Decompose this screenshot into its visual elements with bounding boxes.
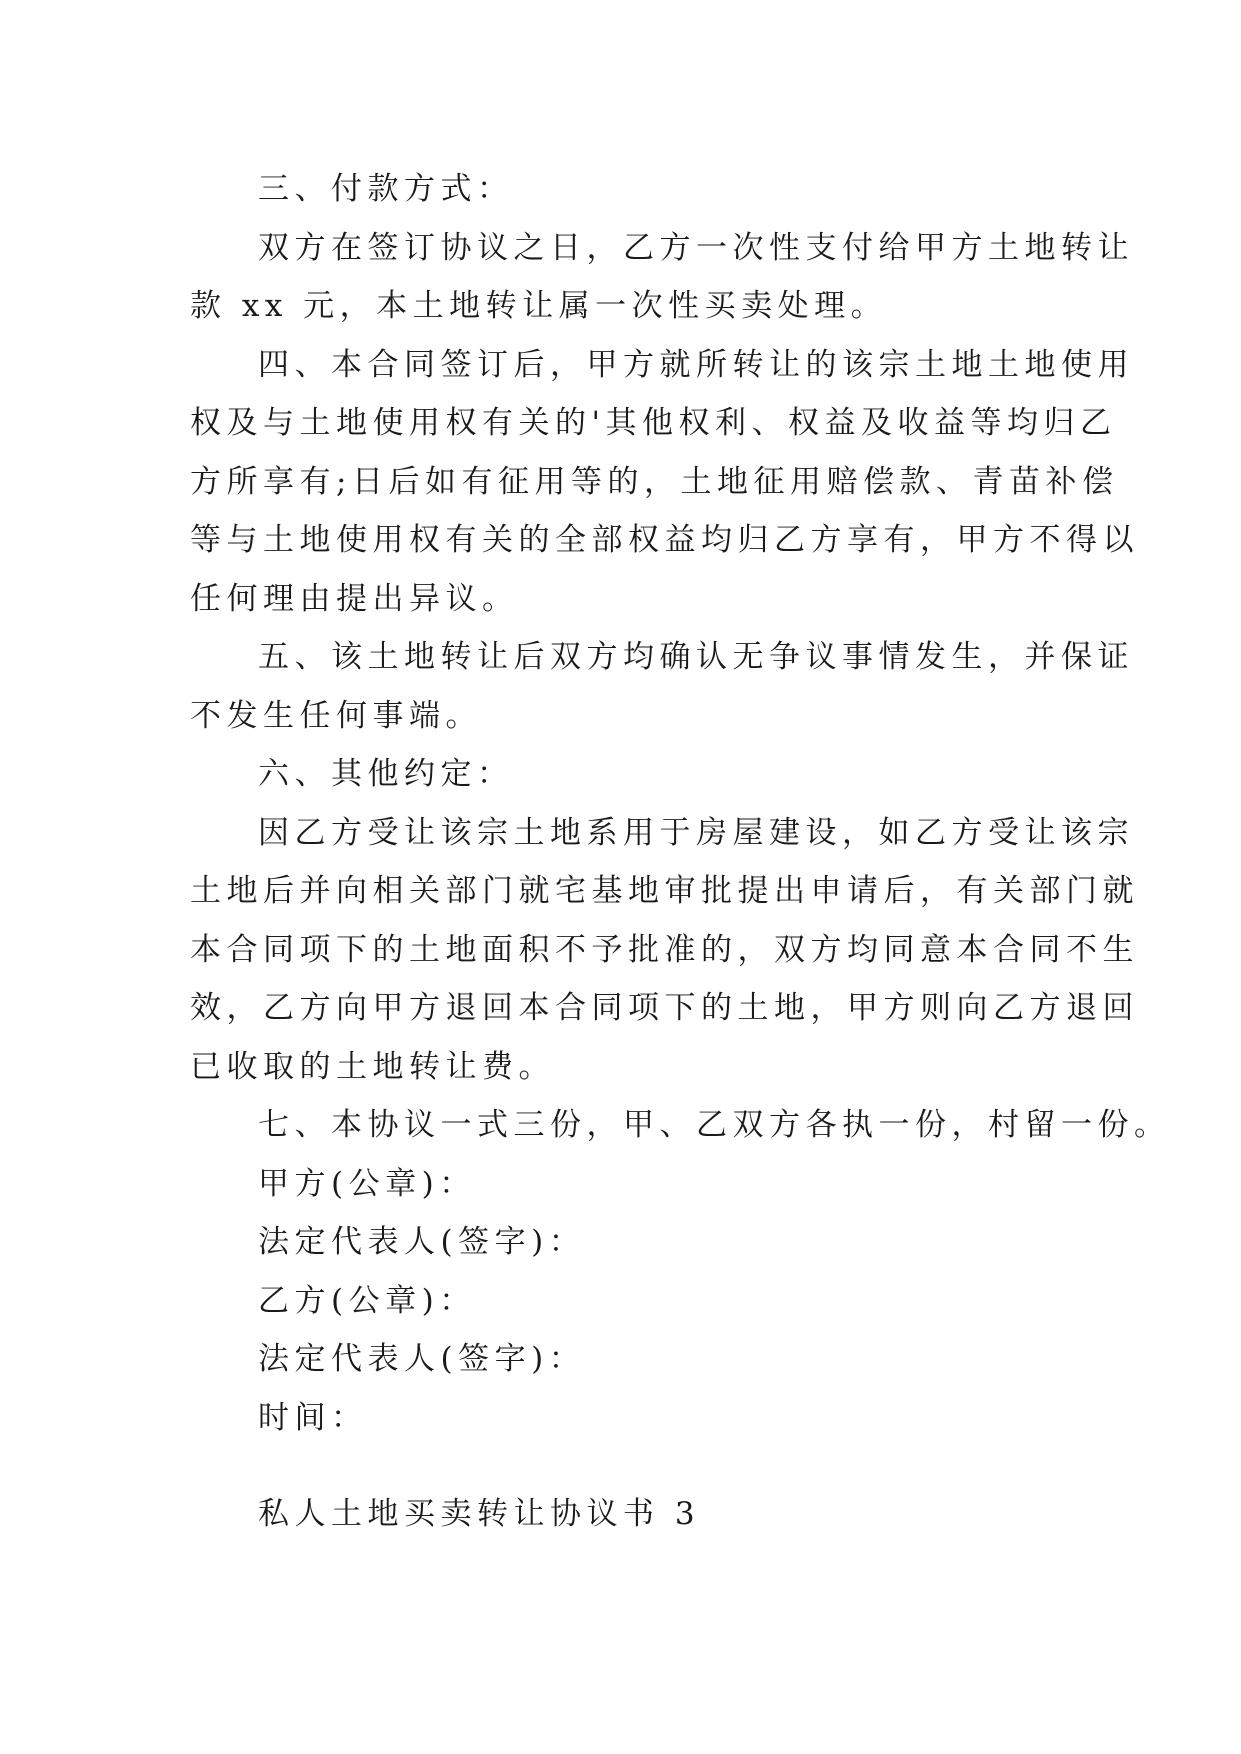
section-4-line-3: 方所享有;日后如有征用等的，土地征用赔偿款、青苗补偿 (190, 463, 1119, 500)
section-4-line-5: 任何理由提出异议。 (190, 580, 519, 617)
section-7-line: 七、本协议一式三份，甲、乙双方各执一份，村留一份。 (258, 1107, 1171, 1143)
section-4-line-4: 等与土地使用权有关的全部权益均归乙方享有，甲方不得以 (190, 522, 1139, 558)
section-6-line-3: 本合同项下的土地面积不予批准的，双方均同意本合同不生 (190, 931, 1139, 968)
party-b-representative-signature: 法定代表人(签字)： (258, 1341, 586, 1377)
next-document-title: 私人土地买卖转让协议书 3 (258, 1496, 701, 1532)
contract-body (190, 160, 1171, 1447)
section-6-line-1: 因乙方受让该宗土地系用于房屋建设，如乙方受让该宗 (258, 814, 1134, 851)
signing-date: 时间： (258, 1399, 368, 1436)
section-6-heading: 六、其他约定： (258, 756, 514, 792)
section-4-line-1: 四、本合同签订后，甲方就所转让的该宗土地土地使用 (258, 346, 1134, 383)
payment-paragraph-line-2: 款 xx 元，本土地转让属一次性买卖处理。 (190, 288, 888, 324)
party-b-seal: 乙方(公章)： (258, 1282, 476, 1319)
party-a-seal: 甲方(公章)： (258, 1165, 476, 1202)
payment-paragraph-line-1: 双方在签订协议之日，乙方一次性支付给甲方土地转让 (258, 229, 1134, 266)
section-6-line-5: 已收取的土地转让费。 (190, 1048, 555, 1085)
section-6-line-2: 土地后并向相关部门就宅基地审批提出申请后，有关部门就 (190, 873, 1139, 909)
section-6-line-4: 效，乙方向甲方退回本合同项下的土地，甲方则向乙方退回 (190, 990, 1139, 1026)
section-5-line-1: 五、该土地转让后双方均确认无争议事情发生，并保证 (258, 639, 1134, 675)
section-3-heading: 三、付款方式： (258, 171, 514, 207)
section-4-line-2: 权及与土地使用权有关的'其他权利、权益及收益等均归乙 (190, 405, 1117, 441)
section-5-line-2: 不发生任何事端。 (190, 697, 482, 734)
party-a-representative-signature: 法定代表人(签字)： (258, 1224, 586, 1260)
